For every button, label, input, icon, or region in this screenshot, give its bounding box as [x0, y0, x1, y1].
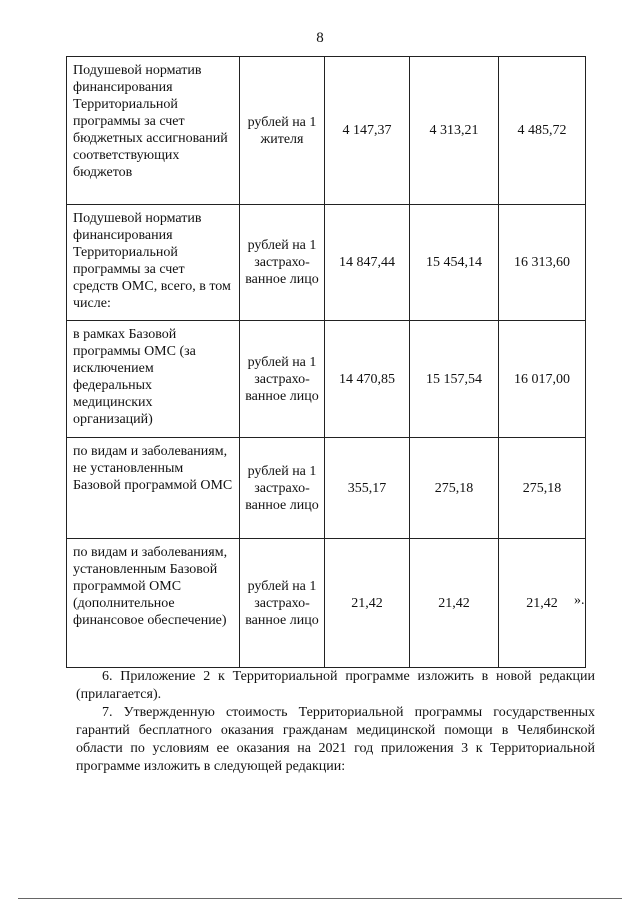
table-row: [67, 57, 586, 205]
page-number: 8: [316, 30, 324, 46]
value-cell: 16 313,60: [499, 205, 586, 321]
row-description: Подушевой норматив финансирования Территориальной программы за счет средств ОМС, всего, в том числе:: [67, 205, 240, 321]
table-row: [67, 438, 586, 539]
row-unit: рублей на 1 застрахо-ванное лицо: [240, 205, 325, 321]
value-cell: 4 147,37: [325, 57, 410, 205]
paragraph-6: [76, 668, 595, 704]
value-cell: 355,17: [325, 438, 410, 539]
value-cell: 21,42: [499, 539, 586, 668]
table-row: [67, 539, 586, 668]
value-cell: 4 485,72: [499, 57, 586, 205]
value-cell: 275,18: [410, 438, 499, 539]
table-row: [67, 321, 586, 438]
value-cell: 275,18: [499, 438, 586, 539]
row-description: по видам и заболеваниям, установленным Базовой программой ОМС (дополнительное финансовое обеспечение): [67, 539, 240, 668]
value-cell: 14 847,44: [325, 205, 410, 321]
closing-quote: ».: [574, 593, 585, 608]
value-cell: 16 017,00: [499, 321, 586, 438]
financing-norms-table: [66, 56, 586, 668]
row-unit: рублей на 1 застрахо-ванное лицо: [240, 539, 325, 668]
row-unit: рублей на 1 застрахо-ванное лицо: [240, 438, 325, 539]
table-row: [67, 205, 586, 321]
value-cell: 21,42: [325, 539, 410, 668]
value-cell: 4 313,21: [410, 57, 499, 205]
row-description: по видам и заболеваниям, не установленным Базовой программой ОМС: [67, 438, 240, 539]
paragraph-7: [76, 704, 595, 776]
row-description: в рамках Базовой программы ОМС (за исключением федеральных медицинских организаций): [67, 321, 240, 438]
paragraph-7-text: 7. Утвержденную стоимость Территориальной программы государственных гарантий бесплатного оказания гражданам медицинской помощи в Челябинской области по условиям ее оказания на 2021 год приложения 3 к Территориальной программе изложить в следующей редакции:: [76, 705, 595, 774]
value-cell: 15 454,14: [410, 205, 499, 321]
row-description: Подушевой норматив финансирования Территориальной программы за счет бюджетных ассигнований соответствующих бюджетов: [67, 57, 240, 205]
paragraph-6-text: 6. Приложение 2 к Территориальной программе изложить в новой редакции (прилагается).: [76, 669, 595, 702]
value-cell: 15 157,54: [410, 321, 499, 438]
row-unit: рублей на 1 застрахо-ванное лицо: [240, 321, 325, 438]
value-cell: 14 470,85: [325, 321, 410, 438]
row-unit: рублей на 1 жителя: [240, 57, 325, 205]
footer-rule: [18, 898, 622, 899]
value-cell: 21,42: [410, 539, 499, 668]
